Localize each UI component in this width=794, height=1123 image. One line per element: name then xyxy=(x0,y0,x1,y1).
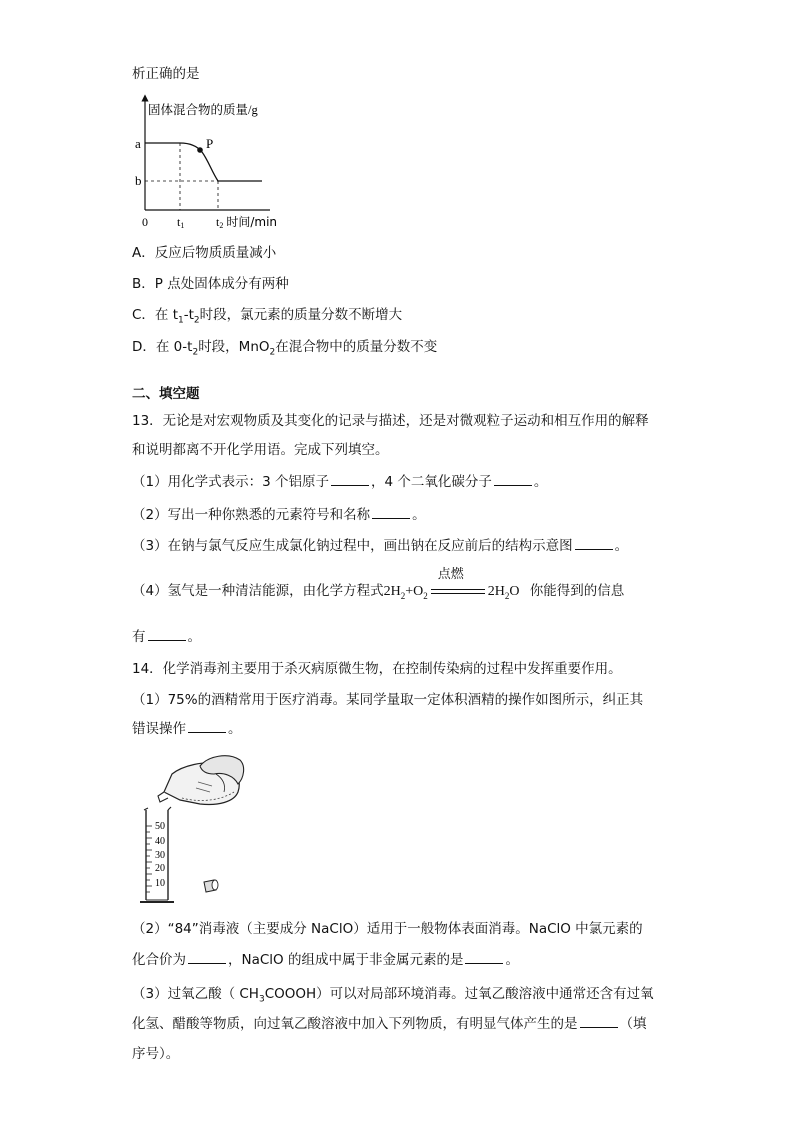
mass-time-graph xyxy=(130,92,300,234)
option-c: C．在 $t_1-t_2$时段，氯元素的质量分数不断增大 xyxy=(132,307,403,326)
option-a: A．反应后物质质量减小 xyxy=(132,245,277,261)
chemical-equation: $2H_2+O_2$ 点燃 $2H_2O$ xyxy=(383,566,520,601)
equal-sign-line xyxy=(431,593,485,594)
option-b: B．P 点处固体成分有两种 xyxy=(132,276,289,292)
equal-sign-line xyxy=(431,589,485,590)
q13-part4: （4）氢气是一种清洁能源，由化学方程式$2H_2+O_2$ 点燃 $2H_2O$ 你能得到的信息 xyxy=(132,566,625,601)
q14-part2-line2: 化合价为 ，NaClO 的组成中属于非金属元素的是 。 xyxy=(132,952,519,968)
q13-part4-line2: 有 。 xyxy=(132,629,201,645)
answer-blank xyxy=(331,472,369,486)
answer-blank xyxy=(372,505,410,519)
section-title: 二、填空题 xyxy=(132,386,200,402)
pouring-liquid-illustration xyxy=(138,752,248,904)
question-continuation: 析正确的是 xyxy=(132,66,200,82)
q13-part2: （2）写出一种你熟悉的元素符号和名称 。 xyxy=(132,507,426,523)
cylinder-mark: 20 xyxy=(155,863,165,874)
a-label: a xyxy=(135,136,141,151)
cylinder-mark: 30 xyxy=(155,850,165,861)
answer-blank xyxy=(188,950,226,964)
point-p xyxy=(197,147,203,153)
svg-text:t2时间/min xyxy=(216,214,277,230)
answer-blank xyxy=(465,950,503,964)
answer-blank xyxy=(575,536,613,550)
answer-blank xyxy=(148,627,186,641)
q14-part3-line1: （3）过氧乙酸（ $CH_3COOOH$）可以对局部环境消毒。过氧乙酸溶液中通常还含有过氧 xyxy=(132,986,654,1005)
q14-part3-line2: 化氢、醋酸等物质，向过氧乙酸溶液中加入下列物质，有明显气体产生的是 （填 xyxy=(132,1016,647,1032)
reaction-condition: 点燃 xyxy=(437,566,464,582)
b-label: b xyxy=(135,173,142,188)
cylinder-mark: 40 xyxy=(155,836,165,847)
t1-label: t xyxy=(177,215,181,229)
q14-part2-line1: （2）“84”消毒液（主要成分 NaClO）适用于一般物体表面消毒。NaClO 中氯元素的 xyxy=(132,921,643,937)
p-label: P xyxy=(206,136,214,151)
cylinder-mark: 10 xyxy=(155,878,165,889)
q13-part1: （1）用化学式表示：3 个铝原子 ，4 个二氧化碳分子 。 xyxy=(132,474,548,490)
q14-part1-line2: 错误操作 。 xyxy=(132,721,242,737)
cylinder-mark: 50 xyxy=(155,821,165,832)
q14-part1-line1: （1）75%的酒精常用于医疗消毒。某同学量取一定体积酒精的操作如图所示，纠正其 xyxy=(132,692,644,708)
mass-curve xyxy=(145,143,262,181)
y-axis-label: 固体混合物的质量/g xyxy=(148,103,258,117)
origin-label: 0 xyxy=(142,215,148,229)
answer-blank xyxy=(494,472,532,486)
answer-blank xyxy=(188,719,226,733)
x-axis-label: 时间/min xyxy=(226,215,278,229)
q13-stem-line1: 13．无论是对宏观物质及其变化的记录与描述，还是对微观粒子运动和相互作用的解释 xyxy=(132,413,649,429)
answer-blank xyxy=(580,1014,618,1028)
q13-part3: （3）在钠与氯气反应生成氯化钠过程中，画出钠在反应前后的结构示意图 。 xyxy=(132,538,629,554)
t2-label: t xyxy=(216,215,220,229)
t2-subscript: 2 xyxy=(219,221,224,230)
q13-stem-line2: 和说明都离不开化学用语。完成下列填空。 xyxy=(132,442,389,458)
t1-subscript: 1 xyxy=(180,221,185,230)
svg-text:t1 xyxy=(177,215,184,230)
option-d: D．在 $0-t_2$时段，MnO$_2$在混合物中的质量分数不变 xyxy=(132,339,438,358)
q14-stem: 14．化学消毒剂主要用于杀灭病原微生物，在控制传染病的过程中发挥重要作用。 xyxy=(132,661,622,677)
q14-part3-line3: 序号）。 xyxy=(132,1046,180,1062)
reaction-arrow xyxy=(431,566,485,599)
